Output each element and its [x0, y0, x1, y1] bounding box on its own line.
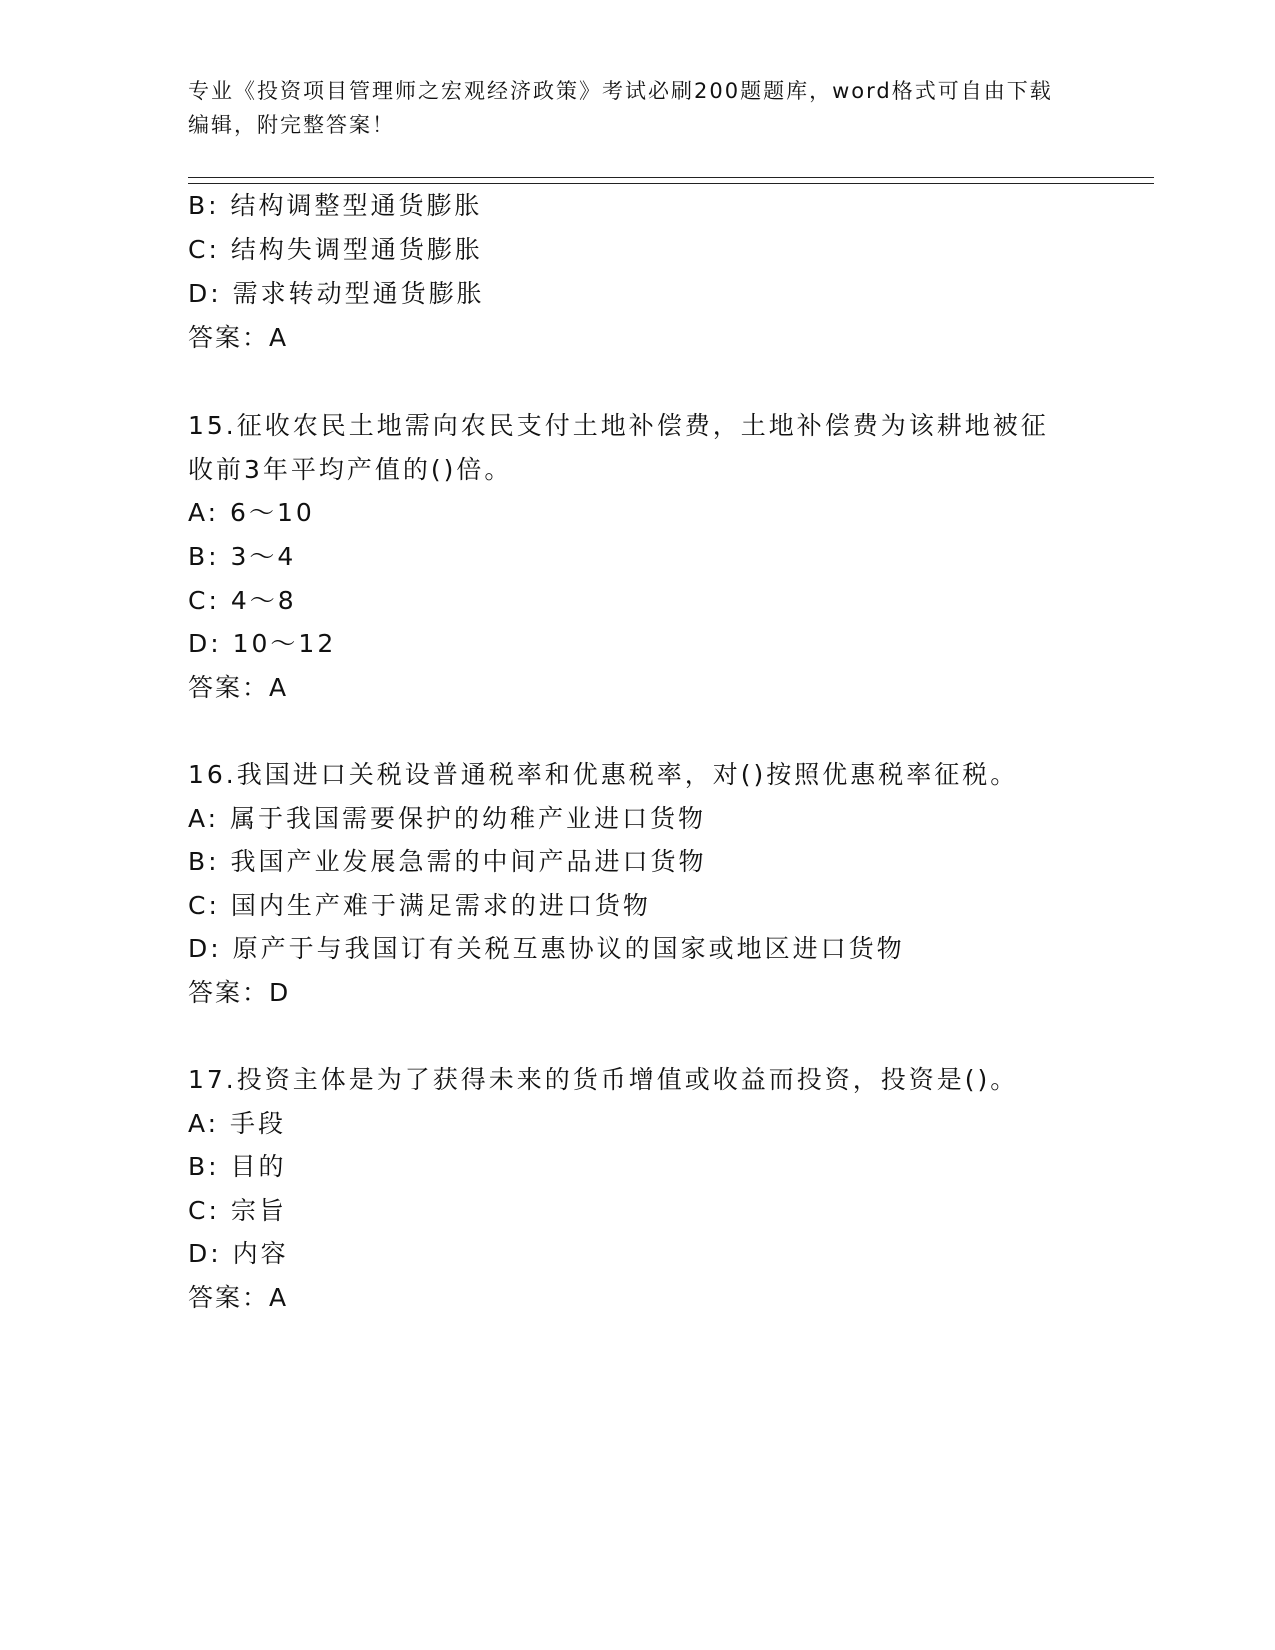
- q15-stem-line2: 收前3年平均产值的()倍。: [188, 455, 513, 484]
- q17-option-a: A: 手段: [188, 1109, 287, 1138]
- q15-option-c: C: 4～8: [188, 586, 297, 615]
- q15-option-a: A: 6～10: [188, 498, 315, 527]
- q17-answer: 答案：A: [188, 1283, 289, 1312]
- q16-option-b: B: 我国产业发展急需的中间产品进口货物: [188, 847, 707, 876]
- header-divider-bottom: [188, 183, 1154, 184]
- q17-option-d: D: 内容: [188, 1239, 289, 1268]
- q17-stem-line1: 17.投资主体是为了获得未来的货币增值或收益而投资，投资是()。: [188, 1065, 1019, 1094]
- q17-option-b: B: 目的: [188, 1152, 287, 1181]
- header-divider-top: [188, 177, 1154, 178]
- header-intro: 专业《投资项目管理师之宏观经济政策》考试必刷200题题库，word格式可自由下载编辑，附完整答案！: [188, 79, 1053, 137]
- prev-answer: 答案：A: [188, 323, 289, 352]
- q15-stem-line1: 15.征收农民土地需向农民支付土地补偿费，土地补偿费为该耕地被征: [188, 411, 1049, 440]
- prev-option-c: C: 结构失调型通货膨胀: [188, 235, 483, 264]
- q16-option-a: A: 属于我国需要保护的幼稚产业进口货物: [188, 804, 707, 833]
- q16-answer: 答案：D: [188, 978, 291, 1007]
- q16-option-d: D: 原产于与我国订有关税互惠协议的国家或地区进口货物: [188, 934, 905, 963]
- q15-option-b: B: 3～4: [188, 542, 297, 571]
- prev-option-b: B: 结构调整型通货膨胀: [188, 191, 483, 220]
- q16-option-c: C: 国内生产难于满足需求的进口货物: [188, 891, 651, 920]
- q17-option-c: C: 宗旨: [188, 1196, 287, 1225]
- q15-answer: 答案：A: [188, 673, 289, 702]
- prev-option-d: D: 需求转动型通货膨胀: [188, 279, 485, 308]
- q16-stem-line1: 16.我国进口关税设普通税率和优惠税率，对()按照优惠税率征税。: [188, 760, 1019, 789]
- q15-option-d: D: 10～12: [188, 629, 337, 658]
